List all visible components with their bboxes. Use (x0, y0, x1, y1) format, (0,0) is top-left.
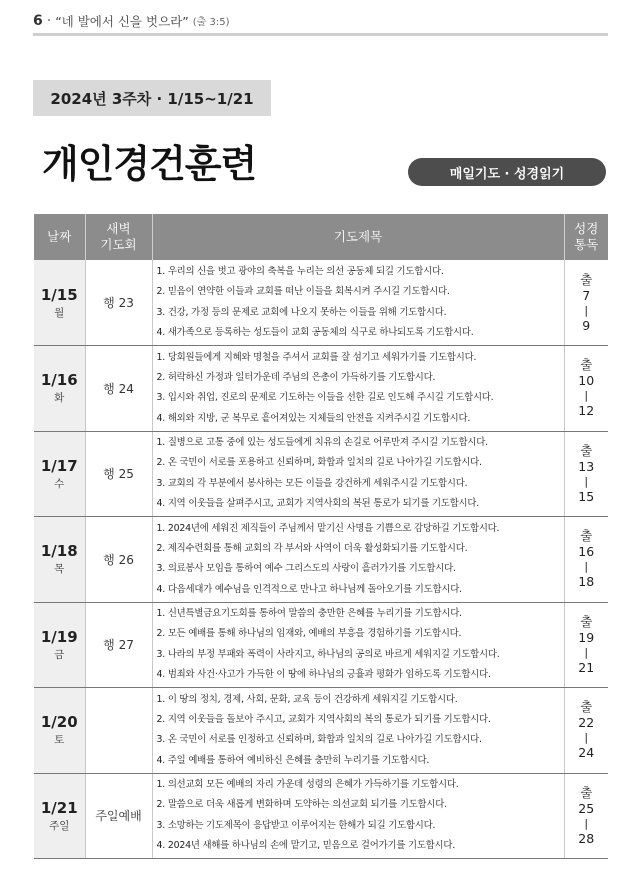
reading-range-bar: | (584, 389, 589, 403)
header-service-line2: 기도회 (100, 237, 137, 252)
weekday-value: 수 (54, 477, 65, 490)
reading-range-bar: | (584, 303, 589, 317)
reading-end: 24 (578, 745, 595, 761)
prayer-item: 2. 말씀으로 더욱 새롭게 변화하며 도약하는 의선교회 되기를 기도합시다. (156, 799, 447, 811)
prayer-item: 3. 의료봉사 모임을 통하여 예수 그리스도의 사랑이 흘러가기를 기도합시다. (156, 563, 456, 575)
table-row (34, 346, 608, 432)
reading-book: 출 (580, 271, 593, 287)
date-cell (34, 773, 85, 859)
prayer-item: 2. 믿음이 연약한 이들과 교회를 떠난 이들을 회복시켜 주시길 기도합시다. (156, 286, 450, 298)
reading-end: 12 (578, 403, 595, 419)
reading-start: 13 (578, 458, 595, 474)
prayer-cell (152, 688, 564, 774)
prayer-item: 4. 주일 예배를 통하여 예비하신 은혜를 충만히 누리기를 기도합시다. (156, 754, 430, 766)
prayer-cell (152, 260, 564, 346)
weekday-value: 월 (54, 306, 65, 319)
reading-book: 출 (580, 784, 593, 800)
table-row (34, 260, 608, 346)
prayer-item: 2. 온 국민이 서로를 포용하고 신뢰하며, 화합과 일치의 길로 나아가길 기도합시다. (156, 457, 482, 469)
reading-cell (564, 688, 608, 774)
prayer-item: 1. 의선교회 모든 예배의 자리 가운데 성령의 은혜가 가득하기를 기도합시다. (156, 779, 459, 791)
reading-book: 출 (580, 442, 593, 458)
week-label: 2024년 3주차 · 1/15~1/21 (33, 80, 271, 116)
prayer-item: 2. 모든 예배를 통해 하나님의 임재와, 예배의 부흥을 경험하기를 기도합시다. (156, 628, 462, 640)
prayer-item: 4. 범죄와 사건·사고가 가득한 이 땅에 하나님의 긍휼과 평화가 임하도록 기도합시다. (156, 669, 491, 681)
prayer-item: 3. 입시와 취업, 진로의 문제로 기도하는 이들을 선한 길로 인도해 주시길 기도합시다. (156, 392, 494, 404)
reading-range-bar: | (584, 731, 589, 745)
service-cell: 행 23 (85, 260, 152, 346)
prayer-item: 1. 질병으로 고통 중에 있는 성도들에게 치유의 손길로 어루만져 주시길 기도합시다. (156, 437, 488, 449)
prayer-item: 4. 다음세대가 예수님을 인격적으로 만나고 하나님께 돌아오기를 기도합시다. (156, 583, 462, 595)
table-header-row (34, 214, 608, 260)
reading-start: 7 (582, 287, 591, 303)
prayer-item: 1. 이 땅의 정치, 경제, 사회, 문화, 교육 등이 건강하게 세워지길 기도합시다. (156, 693, 458, 705)
reading-cell (564, 517, 608, 603)
header-service (85, 214, 152, 260)
category-pill: 매일기도 · 성경읽기 (408, 158, 606, 186)
service-cell: 행 27 (85, 602, 152, 688)
reading-book: 출 (580, 613, 593, 629)
prayer-cell (152, 517, 564, 603)
prayer-cell (152, 602, 564, 688)
reading-end: 21 (578, 659, 595, 675)
service-cell (85, 688, 152, 774)
weekday-value: 토 (54, 734, 65, 747)
date-cell (34, 688, 85, 774)
page-number: 6 (33, 12, 43, 29)
prayer-cell (152, 773, 564, 859)
reading-start: 22 (578, 715, 595, 731)
reading-end: 9 (582, 317, 591, 333)
reading-range-bar: | (584, 474, 589, 488)
reading-start: 10 (578, 373, 595, 389)
prayer-item: 1. 2024년에 세워진 제직들이 주님께서 맡기신 사명을 기쁨으로 감당하길 기도합시다. (156, 522, 500, 534)
prayer-item: 4. 지역 이웃들을 살펴주시고, 교회가 지역사회의 복된 통로가 되기를 기도합시다. (156, 498, 480, 510)
reading-start: 19 (578, 629, 595, 645)
prayer-item: 1. 우리의 신을 벗고 광야의 축복을 누리는 의선 공동체 되길 기도합시다. (156, 265, 444, 277)
prayer-item: 3. 온 국민이 서로를 인정하고 신뢰하며, 화합과 일치의 길로 나아가길 기도합시다. (156, 734, 482, 746)
reading-book: 출 (580, 699, 593, 715)
header-date: 날짜 (34, 214, 85, 260)
prayer-item: 4. 새가족으로 등록하는 성도들이 교회 공동체의 식구로 하나되도록 기도합시다. (156, 326, 474, 338)
prayer-item: 4. 2024년 새해를 하나님의 손에 맡기고, 믿음으로 걸어가기를 기도합시다. (156, 840, 456, 852)
header-reference: (출 3:5) (192, 17, 230, 28)
prayer-item: 2. 제직수련회를 통해 교회의 각 부서와 사역이 더욱 활성화되기를 기도합시다. (156, 542, 468, 554)
date-cell (34, 431, 85, 517)
prayer-cell (152, 431, 564, 517)
date-value: 1/20 (40, 713, 78, 732)
page-title: 개인경건훈련 (42, 142, 257, 186)
page-header (33, 8, 608, 36)
date-cell (34, 260, 85, 346)
header-reading (564, 214, 608, 260)
service-cell: 주일예배 (85, 773, 152, 859)
reading-end: 18 (578, 574, 595, 590)
reading-range-bar: | (584, 560, 589, 574)
weekday-value: 목 (54, 563, 65, 576)
reading-start: 16 (578, 544, 595, 560)
weekday-value: 금 (54, 648, 65, 661)
header-quote: “네 발에서 신을 벗으라” (55, 13, 189, 29)
table-row (34, 773, 608, 859)
prayer-item: 3. 나라의 부정 부패와 폭력이 사라지고, 하나님의 공의로 바르게 세워지길 기도합시다. (156, 648, 500, 660)
header-service-line1: 새벽 (106, 221, 131, 236)
prayer-item: 2. 지역 이웃들을 돌보아 주시고, 교회가 지역사회의 복의 통로가 되기를 기도합시다. (156, 713, 491, 725)
header-prayer: 기도제목 (152, 214, 564, 260)
service-cell: 행 25 (85, 431, 152, 517)
prayer-item: 3. 건강, 가정 등의 문제로 교회에 나오지 못하는 이들을 위해 기도합시다. (156, 306, 447, 318)
prayer-item: 1. 당회원들에게 지혜와 명철을 주셔서 교회를 잘 섬기고 세워가기를 기도합시다. (156, 351, 477, 363)
reading-end: 28 (578, 830, 595, 846)
prayer-item: 1. 신년특별금요기도회를 통하여 말씀의 충만한 은혜를 누리기를 기도합시다. (156, 608, 462, 620)
service-cell: 행 26 (85, 517, 152, 603)
weekday-value: 화 (54, 392, 65, 405)
prayer-item: 3. 교회의 각 부분에서 봉사하는 모든 이들을 강건하게 세워주시길 기도합시다. (156, 477, 468, 489)
date-value: 1/15 (40, 285, 78, 304)
table-row (34, 602, 608, 688)
date-value: 1/17 (40, 456, 78, 475)
reading-range-bar: | (584, 645, 589, 659)
reading-range-bar: | (584, 816, 589, 830)
page-separator: · (46, 12, 52, 29)
reading-cell (564, 431, 608, 517)
weekday-value: 주일 (49, 819, 70, 832)
date-value: 1/21 (40, 798, 78, 817)
table-row (34, 517, 608, 603)
header-reading-line1: 성경 (574, 221, 599, 236)
date-value: 1/19 (40, 627, 78, 646)
table-row (34, 431, 608, 517)
table-row (34, 688, 608, 774)
reading-book: 출 (580, 357, 593, 373)
date-cell (34, 517, 85, 603)
prayer-item: 2. 허락하신 가정과 일터가운데 주님의 은총이 가득하기를 기도합시다. (156, 371, 436, 383)
prayer-schedule-table (34, 214, 608, 859)
reading-start: 25 (578, 800, 595, 816)
reading-end: 15 (578, 488, 595, 504)
reading-cell (564, 260, 608, 346)
prayer-item: 3. 소망하는 기도제목이 응답받고 이루어지는 한해가 되길 기도합시다. (156, 819, 436, 831)
reading-cell (564, 346, 608, 432)
date-cell (34, 602, 85, 688)
reading-cell (564, 602, 608, 688)
service-cell: 행 24 (85, 346, 152, 432)
reading-book: 출 (580, 528, 593, 544)
date-value: 1/18 (40, 542, 78, 561)
header-reading-line2: 통독 (574, 237, 599, 252)
date-value: 1/16 (40, 371, 78, 390)
date-cell (34, 346, 85, 432)
prayer-cell (152, 346, 564, 432)
prayer-item: 4. 해외와 지방, 군 복무로 흩어져있는 지체들의 안전을 지켜주시길 기도합시다. (156, 412, 471, 424)
reading-cell (564, 773, 608, 859)
